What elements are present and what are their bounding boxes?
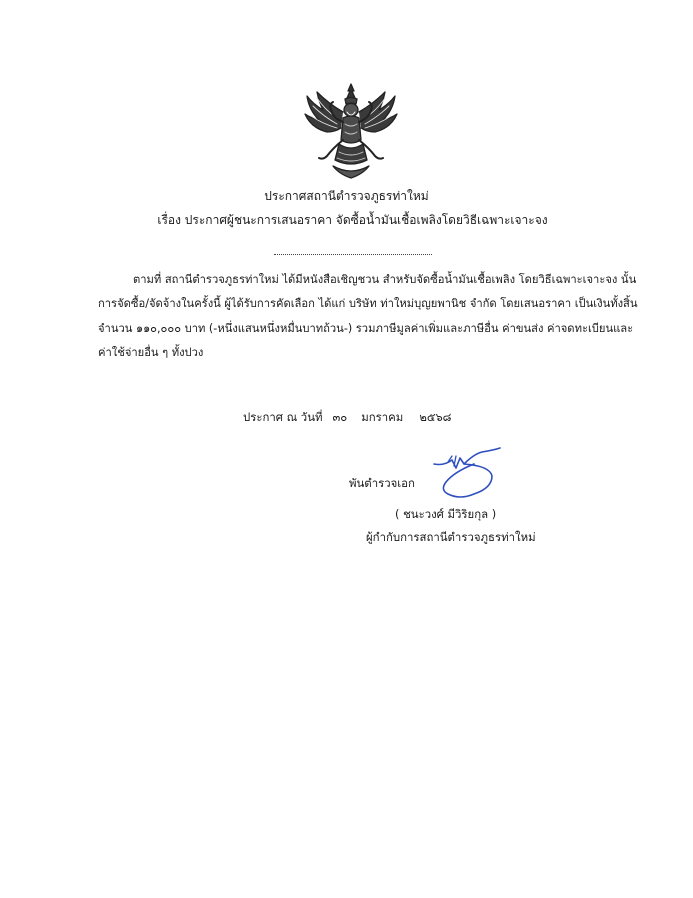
signatory-rank: พันตำรวจเอก xyxy=(349,476,415,490)
handwritten-signature xyxy=(430,446,504,500)
announce-date-prefix: ประกาศ ณ วันที่ xyxy=(243,410,323,424)
signatory-name: ( ชนะวงศ์ มีวิริยกุล ) xyxy=(395,507,497,521)
garuda-emblem-icon xyxy=(303,82,399,180)
announce-year: ๒๕๖๘ xyxy=(419,410,452,424)
signatory-position: ผู้กำกับการสถานีตำรวจภูธรท่าใหม่ xyxy=(366,530,536,544)
dotted-divider xyxy=(274,254,432,255)
announce-day: ๓๐ xyxy=(332,410,348,424)
announcement-subject: เรื่อง ประกาศผู้ชนะการเสนอราคา จัดซื้อน้ำมันเชื้อเพลิงโดยวิธีเฉพาะเจาะจง xyxy=(157,213,548,227)
body-line-1: ตามที่ สถานีตำรวจภูธรท่าใหม่ ได้มีหนังสือเชิญชวน สำหรับจัดซื้อน้ำมันเชื้อเพลิง โดยวิธีเฉพาะเจาะจง นั้น xyxy=(133,273,637,286)
body-line-3: จำนวน ๑๑๐,๐๐๐ บาท (-หนึ่งแสนหนึ่งหมื่นบาทถ้วน-) รวมภาษีมูลค่าเพิ่มและภาษีอื่น ค่าขนส่ง ค่าจดทะเบียนและ xyxy=(98,322,634,335)
body-line-4: ค่าใช้จ่ายอื่น ๆ ทั้งปวง xyxy=(98,346,204,359)
announcement-title: ประกาศสถานีตำรวจภูธรท่าใหม่ xyxy=(264,189,429,203)
body-line-2: การจัดซื้อ/จัดจ้างในครั้งนี้ ผู้ได้รับการคัดเลือก ได้แก่ บริษัท ท่าใหม่บุญยพานิช จำกัด โดยเสนอราคา เป็นเงินทั้งสิ้น xyxy=(98,297,638,310)
announce-date xyxy=(243,409,451,425)
announce-month: มกราคม xyxy=(361,410,404,424)
